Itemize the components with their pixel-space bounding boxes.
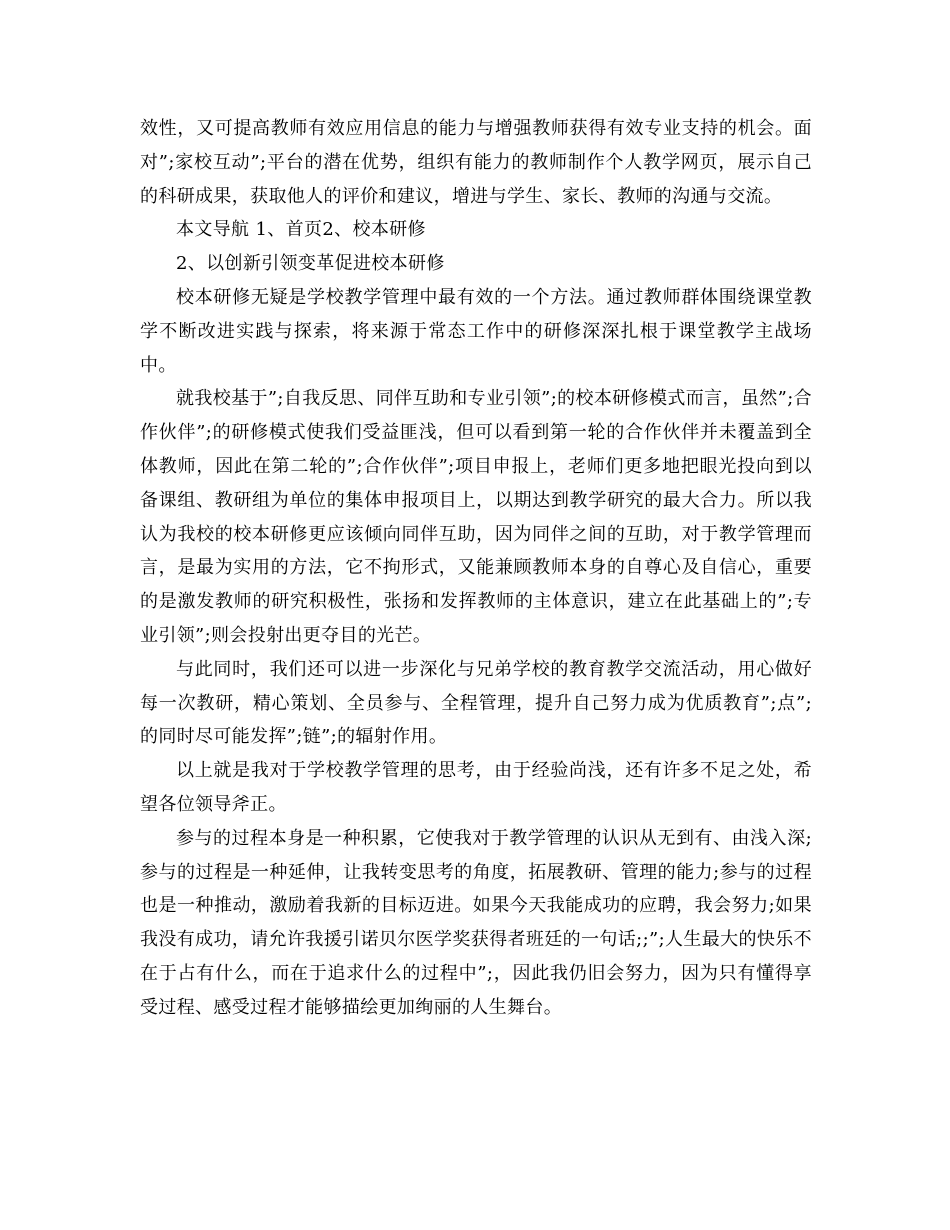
paragraph-8: 参与的过程本身是一种积累，它使我对于教学管理的认识从无到有、由浅入深;参与的过程是一种延伸，让我转变思考的角度，拓展教研、管理的能力;参与的过程也是一种推动，激励着我新的目标迈进。如果今天我能成功的应聘，我会努力;如果我没有成功，请允许我援引诺贝尔医学奖获得者班廷的一句话;;”;人生最大的快乐不在于占有什么，而在于追求什么的过程中”;，因此我仍旧会努力，因为只有懂得享受过程、感受过程才能够描绘更加绚丽的人生舞台。	[140, 827, 812, 1018]
paragraph-2: 本文导航 1、首页2、校本研修	[176, 219, 426, 241]
paragraph-4: 校本研修无疑是学校教学管理中最有效的一个方法。通过教师群体围绕课堂教学不断改进实践与探索，将来源于常态工作中的研修深深扎根于课堂教学主战场中。	[140, 286, 812, 376]
paragraph-3: 2、以创新引领变革促进校本研修	[176, 253, 445, 275]
paragraph-5: 就我校基于”;自我反思、同伴互助和专业引领”;的校本研修模式而言，虽然”;合作伙伴”;的研修模式使我们受益匪浅，但可以看到第一轮的合作伙伴并未覆盖到全体教师，因此在第二轮的”;合作伙伴”;项目申报上，老师们更多地把眼光投向到以备课组、教研组为单位的集体申报项目上，以期达到教学研究的最大合力。所以我认为我校的校本研修更应该倾向同伴互助，因为同伴之间的互助，对于教学管理而言，是最为实用的方法，它不拘形式，又能兼顾教师本身的自尊心及自信心，重要的是激发教师的研究积极性，张扬和发挥教师的主体意识，建立在此基础上的”;专业引领”;则会投射出更夺目的光芒。	[140, 388, 812, 646]
paragraph-7: 以上就是我对于学校教学管理的思考，由于经验尚浅，还有许多不足之处，希望各位领导斧正。	[140, 760, 812, 815]
paragraph-6: 与此同时，我们还可以进一步深化与兄弟学校的教育教学交流活动，用心做好每一次教研，精心策划、全员参与、全程管理，提升自己努力成为优质教育”;点”;的同时尽可能发挥”;链”;的辐射作用。	[140, 658, 812, 748]
document-body	[140, 112, 812, 1025]
paragraph-1: 效性，又可提高教师有效应用信息的能力与增强教师获得有效专业支持的机会。面对”;家校互动”;平台的潜在优势，组织有能力的教师制作个人教学网页，展示自己的科研成果，获取他人的评价和建议，增进与学生、家长、教师的沟通与交流。	[140, 118, 812, 207]
